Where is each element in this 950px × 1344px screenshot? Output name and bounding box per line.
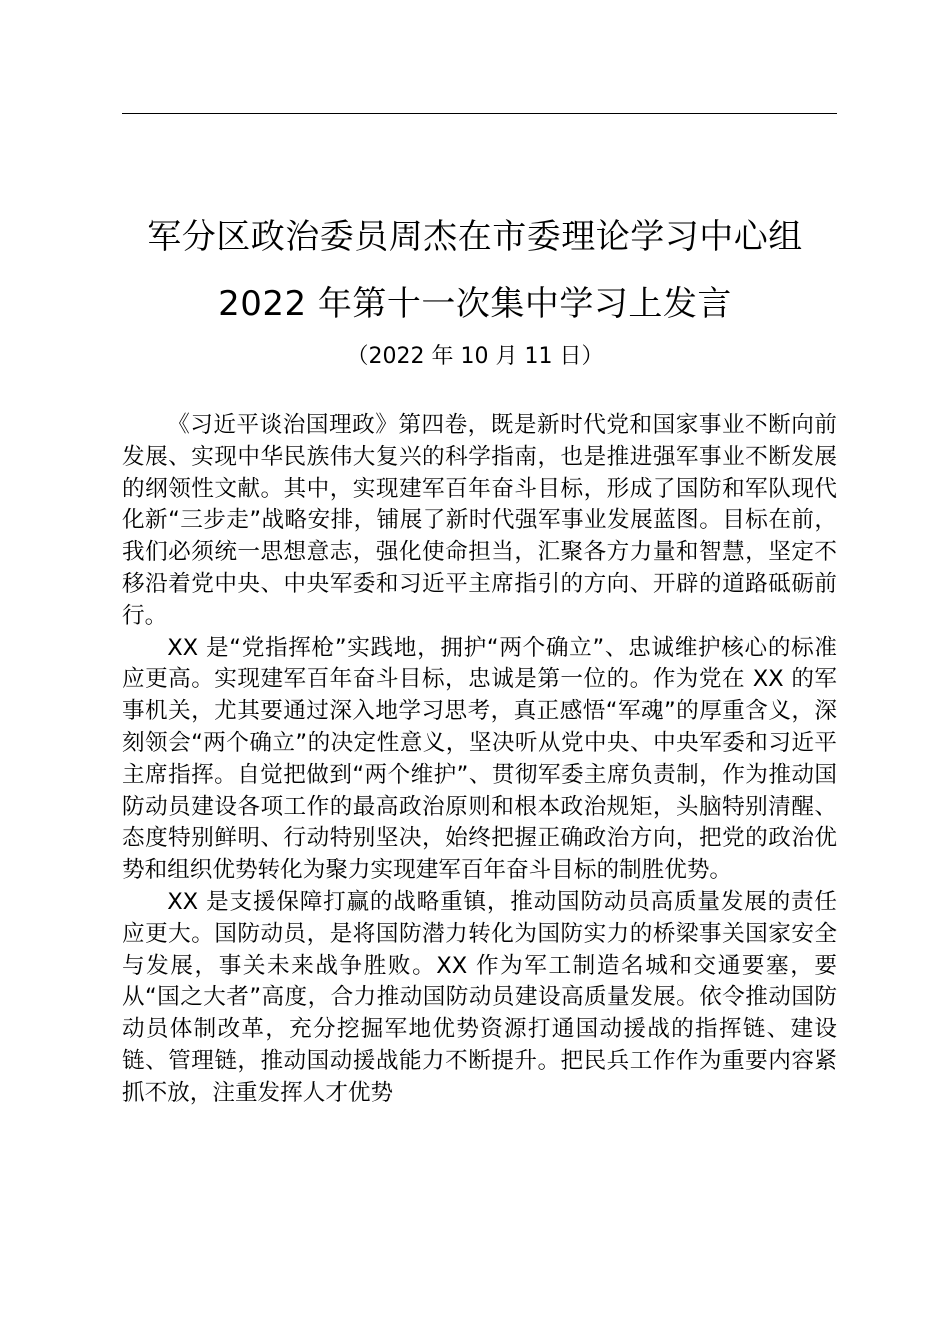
document-title-line-2: 2022 年第十一次集中学习上发言 (218, 284, 732, 324)
document-date: （2022 年 10 月 11 日） (346, 344, 604, 369)
document-body (122, 410, 837, 1110)
header-rule (122, 113, 837, 114)
body-paragraph-1: 《习近平谈治国理政》第四卷，既是新时代党和国家事业不断向前发展、实现中华民族伟大复兴的科学指南，也是推进强军事业不断发展的纲领性文献。其中，实现建军百年奋斗目标，形成了国防和军队现代化新“三步走”战略安排，铺展了新时代强军事业发展蓝图。目标在前，我们必须统一思想意志，强化使命担当，汇聚各方力量和智慧，坚定不移沿着党中央、中央军委和习近平主席指引的方向、开辟的道路砥砺前行。 (122, 412, 837, 629)
document-title-line-1: 军分区政治委员周杰在市委理论学习中心组 (147, 217, 803, 257)
body-paragraph-2: XX 是“党指挥枪”实践地，拥护“两个确立”、忠诚维护核心的标准应更高。实现建军百年奋斗目标，忠诚是第一位的。作为党在 XX 的军事机关，尤其要通过深入地学习思考，真正感悟“军魂”的厚重含义，深刻领会“两个确立”的决定性意义，坚决听从党中央、中央军委和习近平主席指挥。自觉把做到“两个维护”、贯彻军委主席负责制，作为推动国防动员建设各项工作的最高政治原则和根本政治规矩，头脑特别清醒、态度特别鲜明、行动特别坚决，始终把握正确政治方向，把党的政治优势和组织优势转化为聚力实现建军百年奋斗目标的制胜优势。 (122, 634, 837, 884)
body-paragraph-3: XX 是支援保障打赢的战略重镇，推动国防动员高质量发展的责任应更大。国防动员，是将国防潜力转化为国防实力的桥梁事关国家安全与发展，事关未来战争胜败。XX 作为军工制造名城和交通要塞，要从“国之大者”高度，合力推动国防动员建设高质量发展。依令推动国防动员体制改革，充分挖掘军地优势资源打通国动援战的指挥链、建设链、管理链，推动国动援战能力不断提升。把民兵工作作为重要内容紧抓不放，注重发挥人才优势 (122, 888, 837, 1106)
